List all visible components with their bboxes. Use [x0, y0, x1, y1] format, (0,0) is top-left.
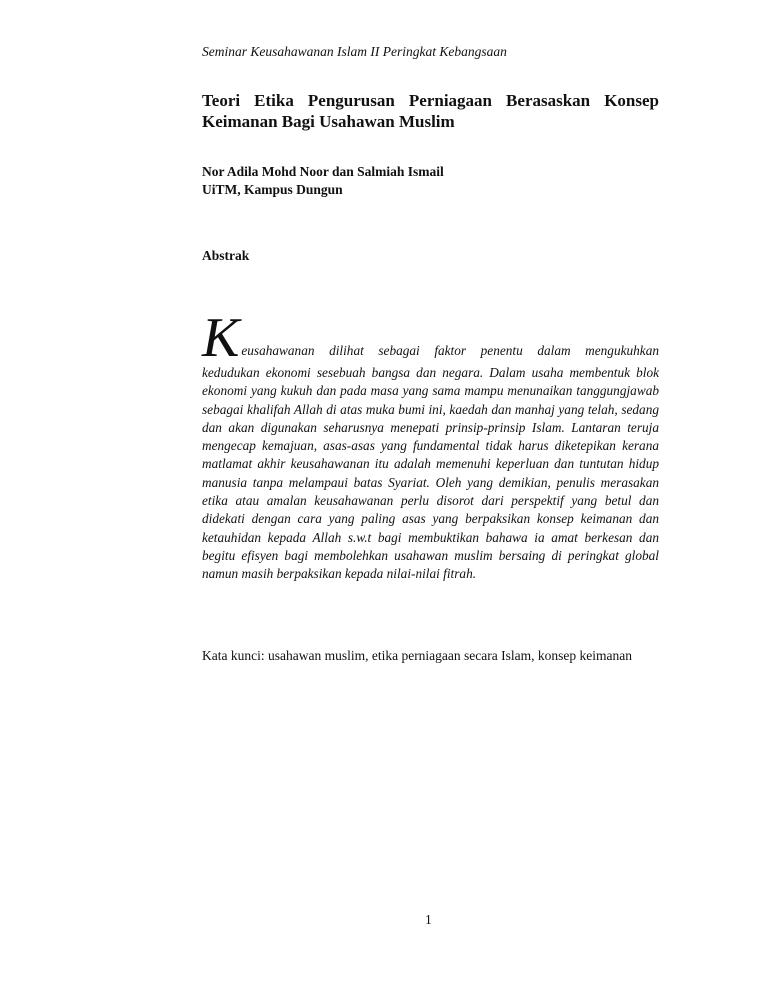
abstract-heading: Abstrak [202, 248, 250, 263]
abstract-first-line-text: eusahawanan dilihat sebagai faktor penentu dalam mengukuhkan [241, 342, 659, 358]
abstract-paragraph [202, 307, 659, 584]
author-names: Nor Adila Mohd Noor dan Salmiah Ismail [202, 164, 444, 179]
paper-title: Teori Etika Pengurusan Perniagaan Berasaskan Konsep Keimanan Bagi Usahawan Muslim [202, 91, 659, 131]
abstract-body-text: kedudukan ekonomi sesebuah bangsa dan negara. Dalam usaha membentuk blok ekonomi yang kukuh dan pada masa yang sama mampu menunaikan tanggungjawab sebagai khalifah Allah di atas muka bumi ini, kaedah dan manhaj yang telah, sedang dan akan digunakan seharusnya menepati prinsip-prinsip Islam. Lantaran teruja mengecap kemajuan, asas-asas yang fundamental tidak harus diketepikan kerana matlamat akhir keusahawanan itu adalah memenuhi keperluan dan tuntutan hidup manusia tanpa melampaui batas Syariat. Oleh yang demikian, penulis merasakan etika atau amalan keusahawanan perlu disorot dari perspektif yang betul dan didekati dengan cara yang paling asas yang berpaksikan konsep keimanan dan ketauhidan kepada Allah s.w.t bagi membuktikan bahawa ia amat berkesan dan begitu efisyen bagi membolehkan usahawan muslim bersaing di peringkat global namun masih berpaksikan kepada nilai-nilai fitrah. [202, 365, 659, 582]
drop-cap-letter: K [202, 307, 240, 369]
running-header: Seminar Keusahawanan Islam II Peringkat Kebangsaan [202, 44, 507, 59]
keywords-line: Kata kunci: usahawan muslim, etika perniagaan secara Islam, konsep keimanan [202, 648, 632, 663]
author-block [202, 163, 659, 199]
author-affiliation: UiTM, Kampus Dungun [202, 182, 343, 197]
abstract-first-line [202, 307, 659, 369]
page-number: 1 [425, 912, 432, 927]
